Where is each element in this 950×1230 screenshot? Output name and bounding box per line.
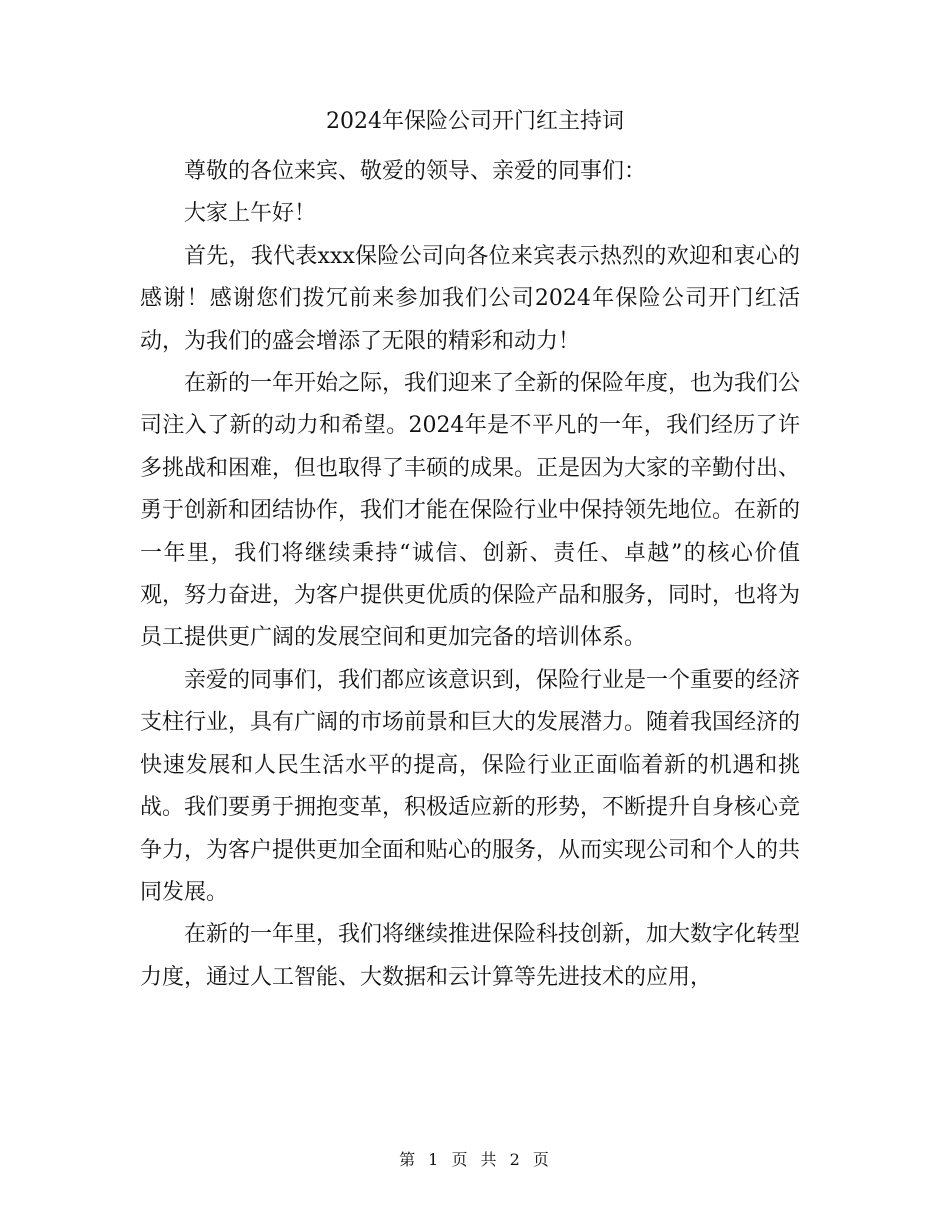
paragraph-good-morning: 大家上午好！ xyxy=(184,201,317,227)
paragraph-colleagues: 亲爱的同事们，我们都应该意识到，保险行业是一个重要的经济支柱行业，具有广阔的市场前景和巨大的发展潜力。随着我国经济的快速发展和人民生活水平的提高，保险行业正面临着新的机遇和挑战。我们要勇于拥抱变革，积极适应新的形势，不断提升自身核心竞争力，为客户提供更加全面和贴心的服务，从而实现公司和个人的共同发展。 xyxy=(140,667,801,905)
document-title: 2024年保险公司开门红主持词 xyxy=(326,109,624,134)
paragraph-new-year: 在新的一年开始之际，我们迎来了全新的保险年度，也为我们公司注入了新的动力和希望。2024年是不平凡的一年，我们经历了许多挑战和困难，但也取得了丰硕的成果。正是因为大家的辛勤付出、勇于创新和团结协作，我们才能在保险行业中保持领先地位。在新的一年里，我们将继续秉持“诚信、创新、责任、卓越”的核心价值观，努力奋进，为客户提供更优质的保险产品和服务，同时，也将为员工提供更广阔的发展空间和更加完备的培训体系。 xyxy=(140,371,801,651)
page-footer: 第 1 页 共 2 页 xyxy=(399,1150,551,1169)
paragraph-welcome: 首先，我代表xxx保险公司向各位来宾表示热烈的欢迎和衷心的感谢！感谢您们拨冗前来参加我们公司2024年保险公司开门红活动，为我们的盛会增添了无限的精彩和动力！ xyxy=(140,243,800,354)
document-body xyxy=(140,151,800,999)
paragraph-greeting: 尊敬的各位来宾、敬爱的领导、亲爱的同事们： xyxy=(184,159,647,184)
paragraph-technology: 在新的一年里，我们将继续推进保险科技创新，加大数字化转型力度，通过人工智能、大数据和云计算等先进技术的应用， xyxy=(140,922,801,990)
